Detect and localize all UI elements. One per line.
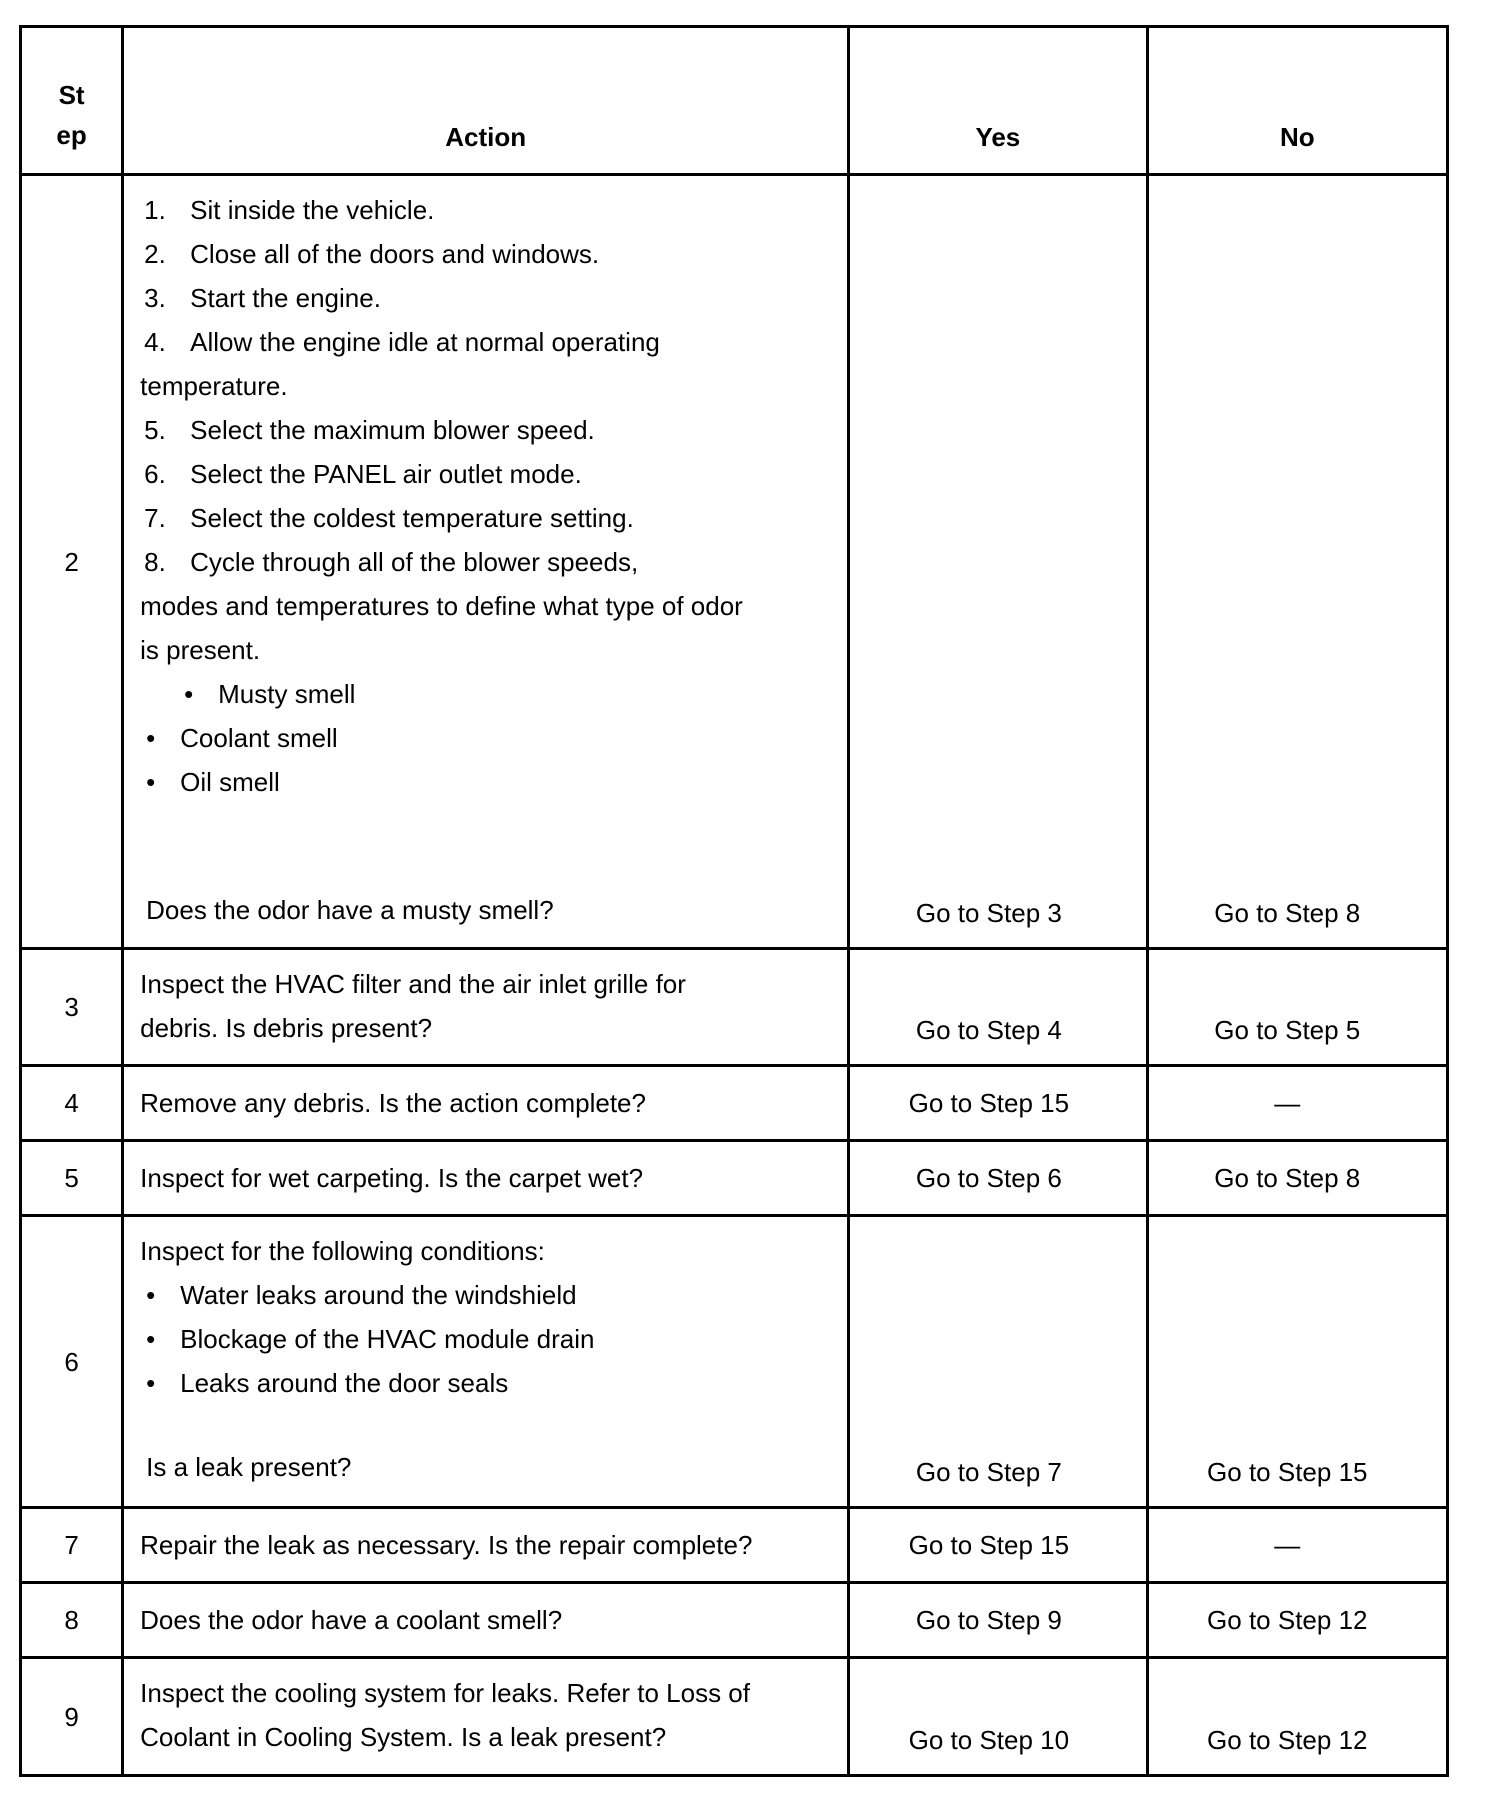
question-text: Does the odor have a musty smell? — [146, 895, 554, 925]
action-text: Inspect the HVAC filter and the air inlet grille for — [140, 969, 686, 999]
list-item-continuation: modes and temperatures to define what type of odor — [140, 591, 743, 621]
bullet-item: • Leaks around the door seals — [146, 1368, 509, 1398]
action-text: Inspect for wet carpeting. Is the carpet wet? — [123, 1141, 849, 1216]
list-item-continuation: temperature. — [140, 371, 288, 401]
list-item-continuation: is present. — [140, 635, 261, 665]
yes-result: Go to Step 3 — [849, 175, 1147, 949]
no-result: Go to Step 12 — [1147, 1583, 1447, 1658]
list-item: 6. Select the PANEL air outlet mode. — [144, 459, 582, 489]
list-item: 7. Select the coldest temperature setting. — [144, 503, 634, 533]
table-row — [21, 1583, 1448, 1658]
yes-result: Go to Step 10 — [849, 1658, 1147, 1776]
no-result: Go to Step 15 — [1147, 1216, 1447, 1508]
bullet-item: • Coolant smell — [146, 723, 338, 753]
action-cell — [123, 1658, 849, 1776]
action-text: Repair the leak as necessary. Is the repair complete? — [123, 1508, 849, 1583]
action-text: Inspect the cooling system for leaks. Refer to Loss of — [140, 1678, 750, 1708]
action-text: Coolant in Cooling System. Is a leak present? — [140, 1722, 667, 1752]
bullet-item: • Musty smell — [184, 679, 356, 709]
step-number: 3 — [21, 949, 123, 1066]
question-text: Is a leak present? — [146, 1452, 352, 1482]
yes-result: Go to Step 6 — [849, 1141, 1147, 1216]
list-item: 2. Close all of the doors and windows. — [144, 239, 600, 269]
step-header: St ep — [21, 27, 123, 175]
table-row — [21, 1216, 1448, 1508]
action-text: debris. Is debris present? — [140, 1013, 433, 1043]
yes-result: Go to Step 7 — [849, 1216, 1147, 1508]
header-row — [21, 27, 1448, 175]
action-text: Does the odor have a coolant smell? — [123, 1583, 849, 1658]
yes-result: Go to Step 15 — [849, 1066, 1147, 1141]
diagnostic-table — [19, 25, 1449, 1777]
table-row — [21, 1066, 1448, 1141]
action-text: Remove any debris. Is the action complete? — [123, 1066, 849, 1141]
step-number: 8 — [21, 1583, 123, 1658]
yes-result: Go to Step 4 — [849, 949, 1147, 1066]
action-header: Action — [123, 27, 849, 175]
list-item: 4. Allow the engine idle at normal operating — [144, 327, 660, 357]
list-item: 8. Cycle through all of the blower speeds, — [144, 547, 639, 577]
action-text: Inspect for the following conditions: — [140, 1236, 545, 1266]
step-number: 4 — [21, 1066, 123, 1141]
step-number: 5 — [21, 1141, 123, 1216]
no-result: — — [1147, 1066, 1447, 1141]
table-row — [21, 1508, 1448, 1583]
step-number: 6 — [21, 1216, 123, 1508]
step-number: 9 — [21, 1658, 123, 1776]
action-cell — [123, 175, 849, 949]
list-item: 5. Select the maximum blower speed. — [144, 415, 595, 445]
no-result: Go to Step 12 — [1147, 1658, 1447, 1776]
action-cell — [123, 949, 849, 1066]
table-row — [21, 1658, 1448, 1776]
no-result: Go to Step 5 — [1147, 949, 1447, 1066]
table-row — [21, 175, 1448, 949]
table-row — [21, 1141, 1448, 1216]
list-item: 1. Sit inside the vehicle. — [144, 195, 435, 225]
yes-header: Yes — [849, 27, 1147, 175]
yes-result: Go to Step 9 — [849, 1583, 1147, 1658]
step-number: 2 — [21, 175, 123, 949]
list-item: 3. Start the engine. — [144, 283, 381, 313]
no-result: Go to Step 8 — [1147, 175, 1447, 949]
bullet-item: • Oil smell — [146, 767, 280, 797]
table-row — [21, 949, 1448, 1066]
no-header: No — [1147, 27, 1447, 175]
bullet-item: • Blockage of the HVAC module drain — [146, 1324, 595, 1354]
action-cell — [123, 1216, 849, 1508]
no-result: Go to Step 8 — [1147, 1141, 1447, 1216]
yes-result: Go to Step 15 — [849, 1508, 1147, 1583]
step-number: 7 — [21, 1508, 123, 1583]
bullet-item: • Water leaks around the windshield — [146, 1280, 577, 1310]
no-result: — — [1147, 1508, 1447, 1583]
